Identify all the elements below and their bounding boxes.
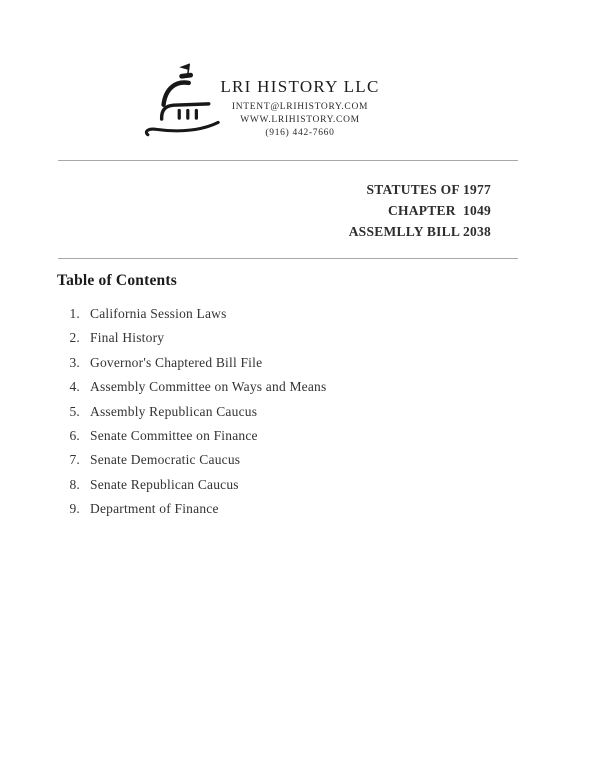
toc-item-label: Final History: [90, 330, 165, 346]
toc-item-number: 7.: [69, 452, 80, 468]
toc-item: [0, 325, 600, 349]
toc-item-number: 3.: [69, 354, 80, 370]
toc-item-number: 9.: [69, 501, 80, 517]
statutes-line: STATUTES OF 1977: [366, 182, 491, 197]
toc-item: [0, 350, 600, 374]
divider-top: [58, 160, 518, 161]
toc-item-label: Senate Republican Caucus: [90, 476, 239, 492]
contact-email: INTENT@LRIHISTORY.COM: [231, 102, 369, 112]
toc-item: [0, 423, 600, 447]
toc-item: [0, 447, 600, 471]
toc-item: [0, 496, 600, 520]
toc-item-number: 5.: [69, 403, 80, 419]
toc-item-number: 2.: [69, 330, 80, 346]
assembly-bill-line: ASSEMLLY BILL 2038: [348, 224, 491, 239]
toc-item: [0, 399, 600, 423]
toc-item-number: 6.: [69, 427, 80, 443]
toc-item-number: 4.: [69, 379, 80, 395]
toc-list: [0, 301, 600, 521]
toc-title: Table of Contents: [57, 272, 177, 289]
toc-item-label: Department of Finance: [90, 501, 219, 517]
divider-bottom: [58, 258, 518, 259]
chapter-line: CHAPTER 1049: [387, 203, 491, 218]
toc-item: [0, 301, 600, 325]
toc-item-label: Assembly Committee on Ways and Means: [90, 379, 327, 395]
toc-item-label: Assembly Republican Caucus: [90, 403, 258, 419]
toc-item-label: Senate Committee on Finance: [90, 427, 258, 443]
letterhead: [0, 76, 600, 140]
toc-item: [0, 472, 600, 496]
toc-item-label: Senate Democratic Caucus: [90, 452, 241, 468]
toc-item-number: 1.: [69, 306, 80, 321]
contact-website: WWW.LRIHISTORY.COM: [240, 115, 360, 125]
toc-item-number: 8.: [69, 476, 80, 492]
contact-block: [0, 101, 600, 140]
company-name: LRI HISTORY LLC: [220, 77, 380, 96]
toc-item-label: Governor's Chaptered Bill File: [90, 354, 263, 370]
toc-item-label: California Session Laws: [90, 306, 227, 321]
toc-item: [0, 374, 600, 398]
document-info-block: [349, 179, 491, 242]
contact-phone: (916) 442-7660: [265, 128, 335, 138]
